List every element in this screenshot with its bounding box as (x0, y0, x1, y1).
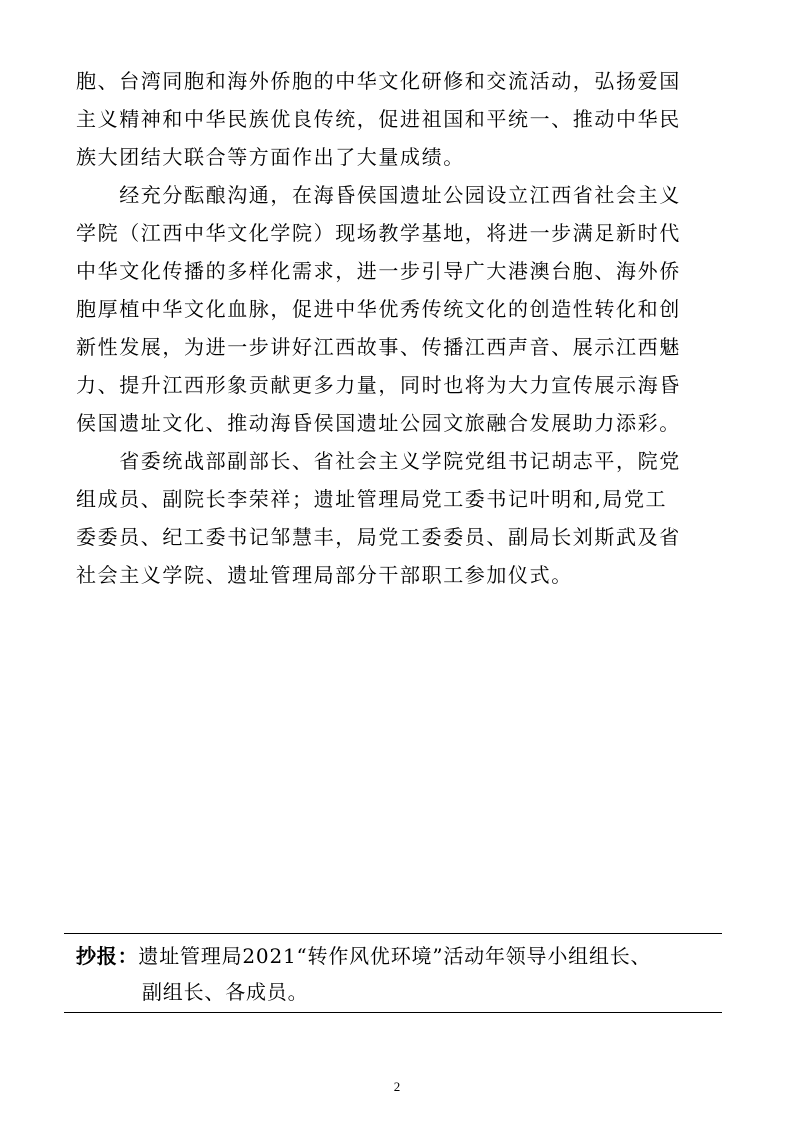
text-line: 力、提升江西形象贡献更多力量，同时也将为大力宣传展示海昏 (76, 373, 681, 397)
text-line: 经充分酝酿沟通，在海昏侯国遗址公园设立江西省社会主义 (76, 183, 681, 207)
paragraph-3 (76, 442, 726, 594)
text-line: 学院（江西中华文化学院）现场教学基地，将进一步满足新时代 (76, 221, 681, 245)
text-line: 委委员、纪工委书记邹慧丰，局党工委委员、副局长刘斯武及省 (76, 525, 681, 549)
text-line: 主义精神和中华民族优良传统，促进祖国和平统一、推动中华民 (76, 107, 681, 131)
cc-divider-top (64, 933, 722, 934)
text-line: 侯国遗址文化、推动海昏侯国遗址公园文旅融合发展助力添彩。 (76, 411, 681, 435)
paragraph-1 (76, 62, 726, 176)
text-line: 社会主义学院、遗址管理局部分干部职工参加仪式。 (76, 563, 573, 587)
page-number: 2 (393, 1079, 401, 1094)
text-line: 中华文化传播的多样化需求，进一步引导广大港澳台胞、海外侨 (76, 259, 681, 283)
cc-line-2: 副组长、各成员。 (142, 980, 309, 1004)
text-line: 组成员、副院长李荣祥；遗址管理局党工委书记叶明和,局党工 (76, 487, 668, 511)
cc-recipients: 遗址管理局2021“转作风优环境”活动年领导小组组长、 (138, 944, 652, 968)
cc-block (76, 938, 726, 1010)
cc-line-1 (76, 938, 726, 974)
body-text (76, 62, 726, 594)
cc-divider-bottom (64, 1012, 722, 1013)
text-line: 族大团结大联合等方面作出了大量成绩。 (76, 145, 465, 169)
text-line: 省委统战部副部长、省社会主义学院党组书记胡志平，院党 (76, 449, 681, 473)
text-line: 胞厚植中华文化血脉，促进中华优秀传统文化的创造性转化和创 (76, 297, 681, 321)
text-line: 新性发展，为进一步讲好江西故事、传播江西声音、展示江西魅 (76, 335, 681, 359)
cc-label: 抄报： (76, 944, 139, 968)
text-line: 胞、台湾同胞和海外侨胞的中华文化研修和交流活动，弘扬爱国 (76, 69, 681, 93)
paragraph-2 (76, 176, 726, 442)
